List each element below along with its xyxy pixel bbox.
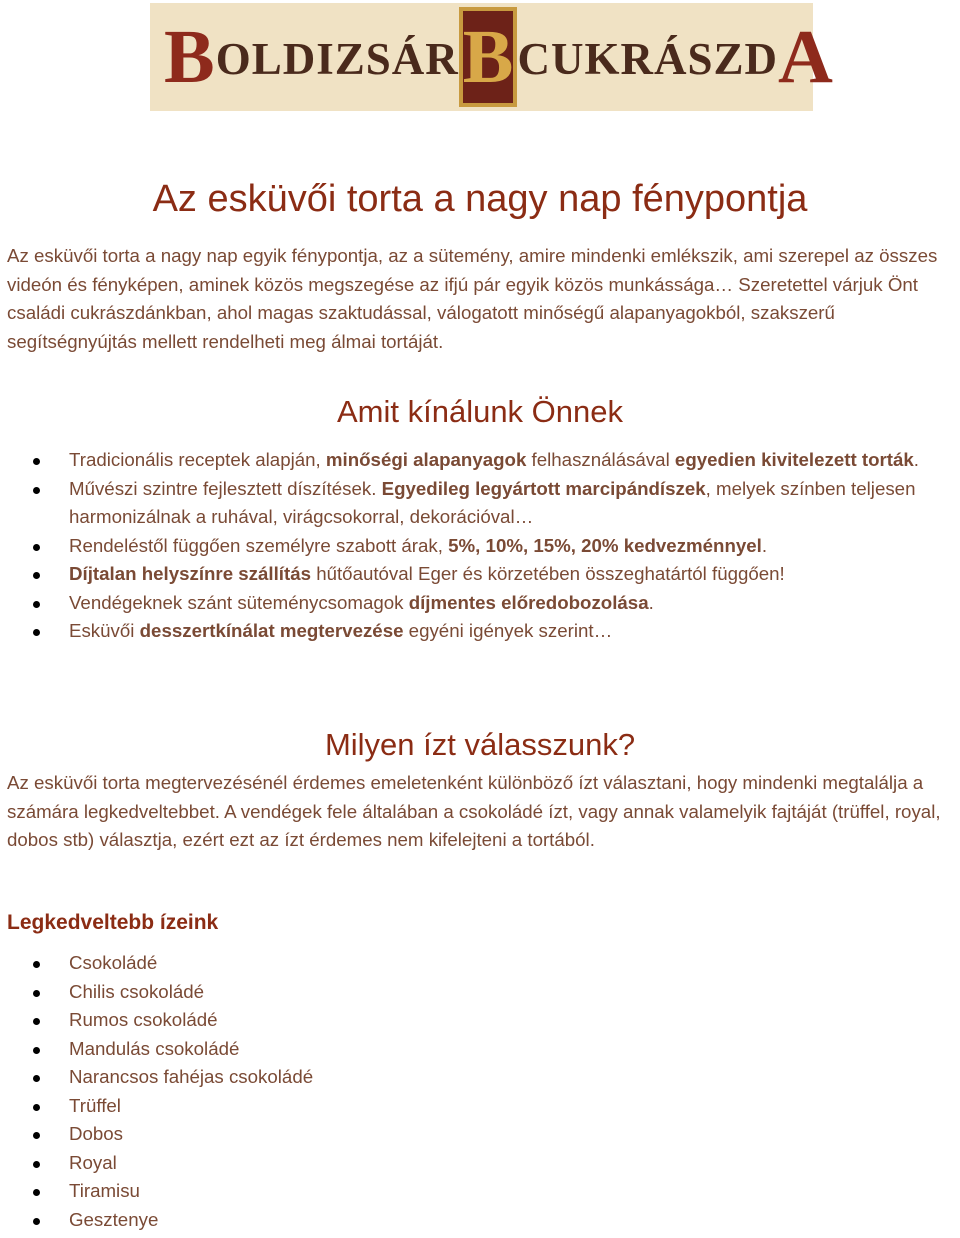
bullet-icon — [33, 961, 40, 968]
offer-item-highlight: díjmentes előredobozolása — [408, 591, 649, 613]
logo-right-word — [517, 14, 851, 101]
offer-item-highlight: egyedien kivitelezett torták — [674, 449, 914, 470]
favorite-item-label: Chilis csokoládé — [69, 980, 205, 1002]
logo-emblem-letter: B — [462, 14, 514, 99]
favorite-item-label: Mandulás csokoládé — [69, 1037, 240, 1059]
bullet-icon — [33, 629, 40, 636]
favorite-item — [0, 1206, 954, 1235]
favorite-item-label: Tiramisu — [69, 1180, 140, 1201]
offer-heading: Amit kínálunk Önnek — [336, 394, 624, 429]
favorite-item — [0, 949, 954, 978]
logo-left-capital: B — [164, 14, 216, 99]
offer-item-highlight: Díjtalan helyszínre szállítás — [69, 563, 311, 584]
bullet-icon — [33, 601, 40, 608]
favorites-heading: Legkedveltebb ízeink — [7, 911, 219, 934]
offer-list — [0, 446, 960, 646]
favorite-item — [0, 1035, 954, 1064]
intro-paragraph: Az esküvői torta a nagy nap egyik fénypontja, az a sütemény, amire mindenki emlékszik, ami szerepel az összes videón és fényképen, aminek közös megszegése az ifjú pár egyik közös munkássága… Szeretettel várjuk Önt családi cukrászdánkban, ahol magas szaktudással, válogatott minőségű alapanyagokból, szakszerű segítségnyújtás mellett rendelheti meg álmai tortáját. — [7, 245, 938, 352]
favorite-item — [0, 1063, 954, 1092]
favorite-item — [0, 1149, 954, 1178]
offer-item-highlight: desszertkínálat megtervezése — [139, 620, 404, 641]
offer-item-text: Esküvői — [69, 620, 140, 641]
favorite-item-label: Narancsos fahéjas csokoládé — [69, 1066, 314, 1087]
logo-emblem — [459, 7, 518, 107]
favorite-item-label: Rumos csokoládé — [69, 1009, 218, 1030]
bullet-icon — [33, 990, 40, 997]
favorite-item — [0, 1006, 954, 1035]
favorite-item — [0, 978, 954, 1007]
taste-paragraph: Az esküvői torta megtervezésénél érdemes emeletenként különböző ízt választani, hogy mindenki megtalálja a számára legkedveltebbet. A vendégek fele általában a csokoládé ízt, vagy annak valamelyik fajtáját (trüffel, royal, dobos stb) választja, ezért ezt az ízt érdemes nem kifelejteni a tortából. — [7, 772, 941, 850]
offer-item-text: Művészi szintre fejlesztett díszítések. — [69, 477, 382, 499]
offer-item-text: Vendégeknek szánt süteménycsomagok — [69, 591, 409, 613]
offer-item-text: , melyek színben teljesen harmonizálnak a ruhával, virágcsokorral, dekorációval… — [69, 477, 916, 527]
bullet-icon — [33, 1189, 40, 1196]
logo-banner — [150, 3, 834, 111]
offer-item-text: . — [648, 591, 654, 613]
bullet-icon — [33, 1075, 40, 1082]
favorite-item — [0, 1177, 954, 1206]
offer-item — [0, 475, 954, 532]
bullet-icon — [33, 1047, 40, 1054]
offer-item — [0, 560, 954, 589]
favorite-item-label: Royal — [69, 1151, 117, 1173]
offer-item — [0, 617, 954, 646]
bullet-icon — [33, 544, 40, 551]
offer-item-text: egyéni igények szerint… — [403, 620, 613, 641]
logo-right-text: CUKRÁSZD — [517, 33, 779, 84]
favorite-item-label: Gesztenye — [69, 1208, 159, 1230]
bullet-icon — [33, 572, 40, 579]
bullet-icon — [33, 458, 40, 465]
favorite-item-label: Trüffel — [69, 1094, 121, 1116]
offer-item — [0, 532, 954, 561]
offer-item-text: hűtőautóval Eger és körzetében összeghatártól függően! — [311, 563, 785, 584]
bullet-icon — [33, 487, 40, 494]
favorite-item — [0, 1092, 954, 1121]
offer-item-highlight: 5%, 10%, 15%, 20% kedvezménnyel — [448, 534, 762, 556]
favorite-item-label: Csokoládé — [69, 952, 158, 973]
bullet-icon — [33, 1218, 40, 1225]
offer-item-highlight: minőségi alapanyagok — [325, 449, 527, 470]
offer-item — [0, 589, 954, 618]
bullet-icon — [33, 1104, 40, 1111]
page-title: Az esküvői torta a nagy nap fénypontja — [152, 178, 808, 220]
bullet-icon — [33, 1132, 40, 1139]
favorite-item-label: Dobos — [69, 1123, 124, 1144]
favorite-item — [0, 1120, 954, 1149]
offer-item-text: felhasználásával — [526, 449, 675, 470]
bullet-icon — [33, 1018, 40, 1025]
logo-left-word — [150, 14, 459, 101]
offer-item-text: Tradicionális receptek alapján, — [69, 449, 326, 470]
offer-item — [0, 446, 954, 475]
offer-item-highlight: Egyedileg legyártott marcipándíszek — [381, 477, 706, 499]
offer-item-text: . — [761, 534, 768, 556]
offer-item-text: . — [913, 449, 919, 470]
logo-left-text: OLDIZSÁR — [215, 33, 459, 84]
taste-heading: Milyen ízt válasszunk? — [324, 727, 636, 762]
favorites-list — [0, 949, 960, 1234]
logo-right-capital: A — [778, 14, 834, 99]
offer-item-text: Rendeléstől függően személyre szabott árak, — [69, 534, 449, 556]
bullet-icon — [33, 1161, 40, 1168]
